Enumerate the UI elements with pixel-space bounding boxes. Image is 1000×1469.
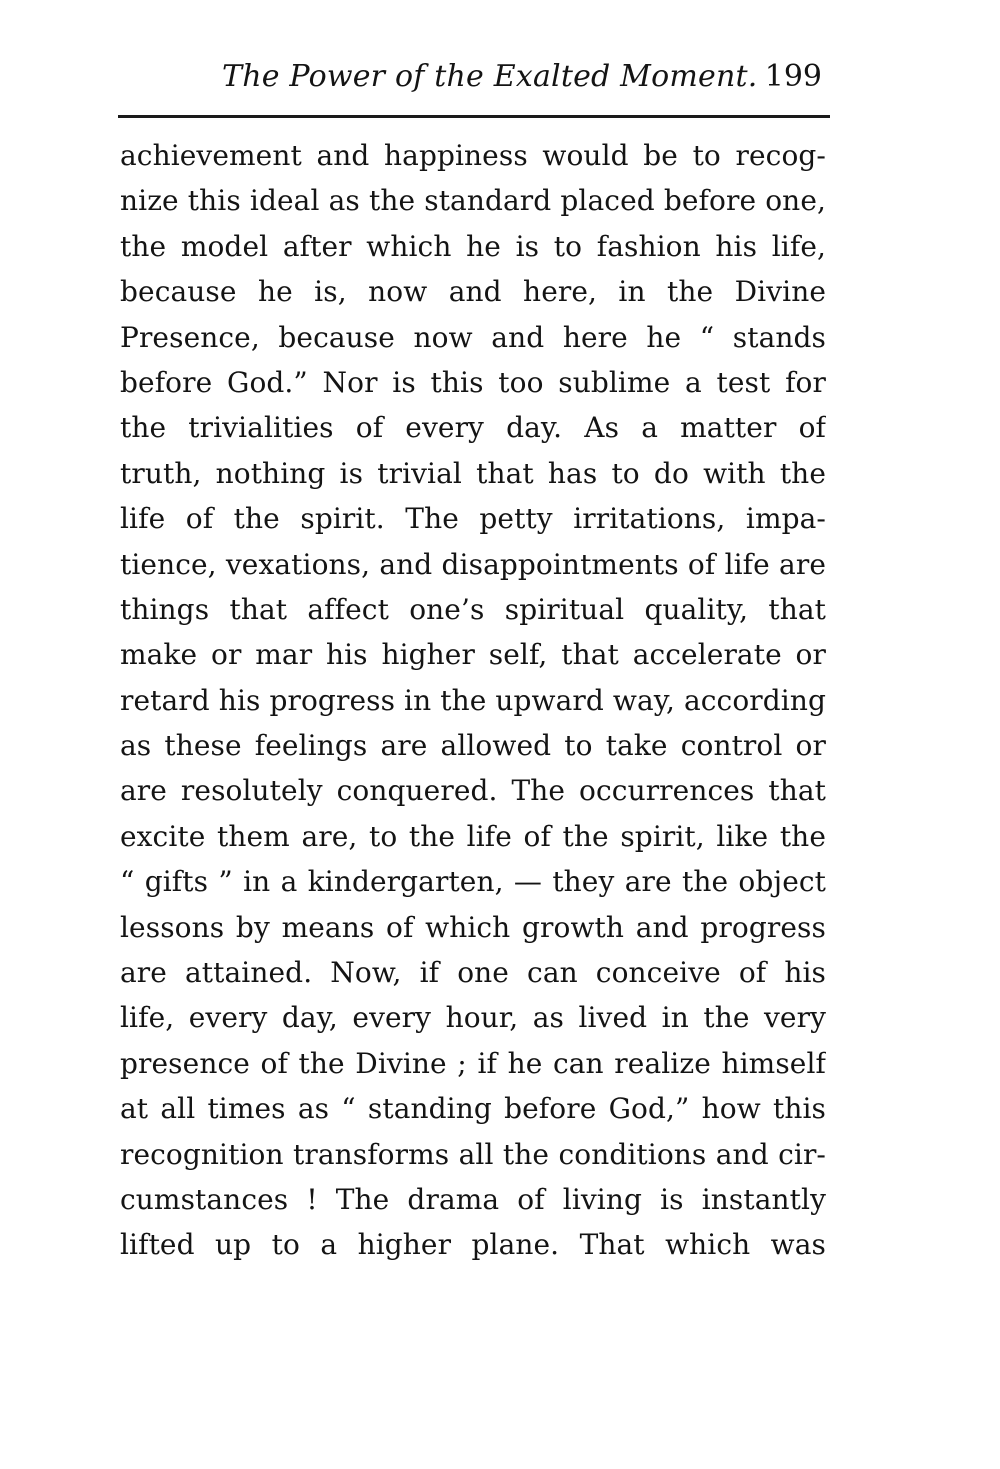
text-line: life of the spirit. The petty irritations, impa- [120, 502, 826, 536]
text-line: because he is, now and here, in the Divine [120, 275, 826, 309]
running-head [118, 52, 828, 102]
text-line: nize this ideal as the standard placed before one, [120, 184, 826, 218]
text-line: lifted up to a higher plane. That which was [120, 1228, 826, 1262]
running-title: The Power of the Exalted Moment. [222, 59, 758, 94]
text-line: lessons by means of which growth and progress [120, 910, 826, 944]
text-line: excite them are, to the life of the spirit, like the [120, 819, 826, 853]
text-line: tience, vexations, and disappointments of life are [120, 547, 826, 581]
text-line: the trivialities of every day. As a matter of [120, 411, 826, 445]
text-line: are resolutely conquered. The occurrences that [120, 774, 826, 808]
header-rule [118, 115, 830, 118]
text-line: make or mar his higher self, that accelerate or [120, 638, 826, 672]
text-line: presence of the Divine ; if he can realize himself [120, 1046, 826, 1080]
text-line: the model after which he is to fashion his life, [120, 229, 826, 263]
text-line: are attained. Now, if one can conceive of his [120, 956, 826, 990]
text-line: as these feelings are allowed to take control or [120, 729, 826, 763]
text-line: retard his progress in the upward way, according [120, 683, 826, 717]
text-line: achievement and happiness would be to recog- [120, 139, 826, 172]
text-line: before God.” Nor is this too sublime a test for [120, 365, 826, 399]
page-number: 199 [764, 59, 822, 94]
text-line: truth, nothing is trivial that has to do with the [120, 456, 826, 490]
text-line: cumstances ! The drama of living is instantly [120, 1182, 826, 1216]
text-line: things that affect one’s spiritual quality, that [120, 592, 826, 626]
body-text [120, 133, 826, 1268]
text-line: “ gifts ” in a kindergarten, — they are the object [120, 865, 826, 899]
text-line: at all times as “ standing before God,” how this [120, 1092, 826, 1126]
text-line: life, every day, every hour, as lived in the very [120, 1001, 826, 1035]
text-line: recognition transforms all the conditions and cir- [120, 1137, 826, 1171]
text-line: Presence, because now and here he “ stands [120, 320, 826, 354]
